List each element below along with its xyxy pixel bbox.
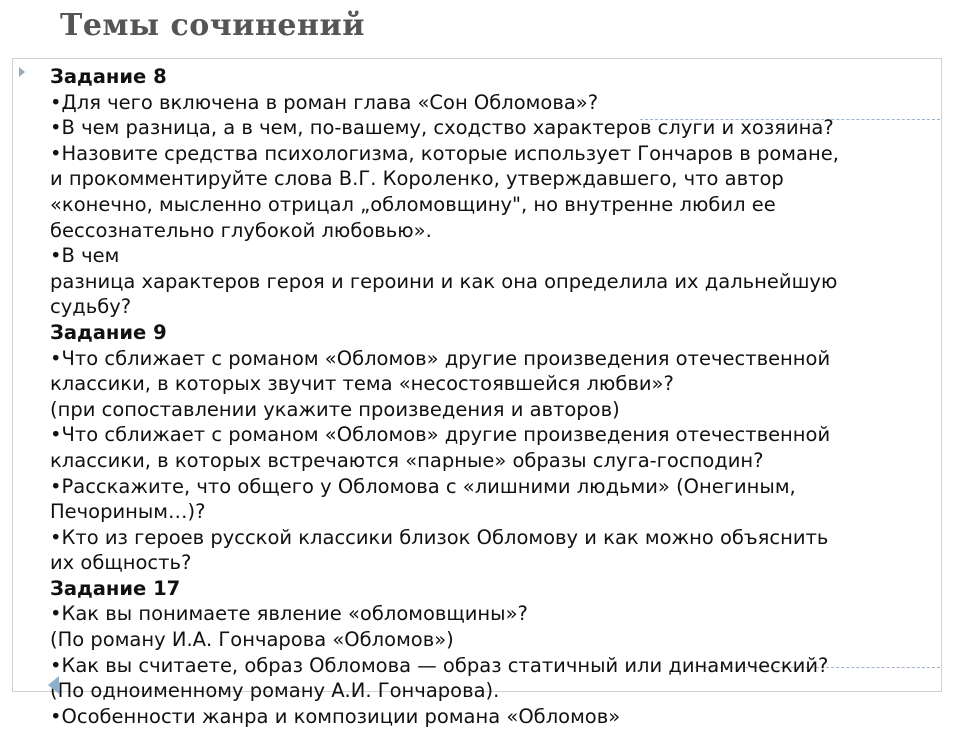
assignment-line: Печориным…)? <box>50 500 206 524</box>
assignment-line: (По роману И.А. Гончарова «Обломов») <box>50 628 454 652</box>
assignment-line: •Для чего включена в роман глава «Сон Обломова»? <box>50 90 599 114</box>
assignment-line: •Что сближает с романом «Обломов» другие произведения отечественной <box>50 346 831 370</box>
assignment-line: разница характеров героя и героини и как она определила их дальнейшую <box>50 269 838 293</box>
assignment-line: •В чем разница, а в чем, по-вашему, сходство характеров слуги и хозяина? <box>50 116 834 140</box>
assignment-line: судьбу? <box>50 295 132 319</box>
assignment-line: бессознательно глубокой любовью». <box>50 218 432 242</box>
triangle-right-icon <box>19 67 25 77</box>
assignment-line: их общность? <box>50 551 192 575</box>
assignment-heading: Задание 17 <box>50 576 181 600</box>
assignment-line: •Как вы понимаете явление «обломовщины»? <box>50 602 528 626</box>
slide-title: Темы сочинений <box>60 8 365 43</box>
assignment-line: (при сопоставлении укажите произведения и авторов) <box>50 397 620 421</box>
assignment-line: •Особенности жанра и композиции романа «Обломов» <box>50 704 621 728</box>
assignment-line: •Что сближает с романом «Обломов» другие произведения отечественной <box>50 423 831 447</box>
assignment-line: (По одноименному роману А.И. Гончарова). <box>50 679 500 703</box>
assignment-line: •Как вы считаете, образ Обломова — образ статичный или динамический? <box>50 653 829 677</box>
assignment-line: •Расскажите, что общего у Обломова с «лишними людьми» (Онегиным, <box>50 474 796 498</box>
triangle-left-icon[interactable] <box>48 676 59 694</box>
assignment-line: и прокомментируйте слова В.Г. Короленко, утверждавшего, что автор <box>50 167 784 191</box>
assignment-heading: Задание 8 <box>50 65 167 88</box>
assignment-line: классики, в которых звучит тема «несостоявшейся любви»? <box>50 372 674 396</box>
assignment-line: «конечно, мысленно отрицал „обломовщину", но внутренне любил ее <box>50 192 776 216</box>
assignment-line: •Кто из героев русской классики близок Обломову и как можно объяснить <box>50 525 829 549</box>
assignment-line: •В чем <box>50 244 120 268</box>
assignment-line: •Назовите средства психологизма, которые использует Гончаров в романе, <box>50 141 839 165</box>
assignment-line: классики, в которых встречаются «парные» образы слуга-господин? <box>50 448 764 472</box>
assignment-heading: Задание 9 <box>50 320 167 344</box>
assignment-text <box>50 64 930 729</box>
